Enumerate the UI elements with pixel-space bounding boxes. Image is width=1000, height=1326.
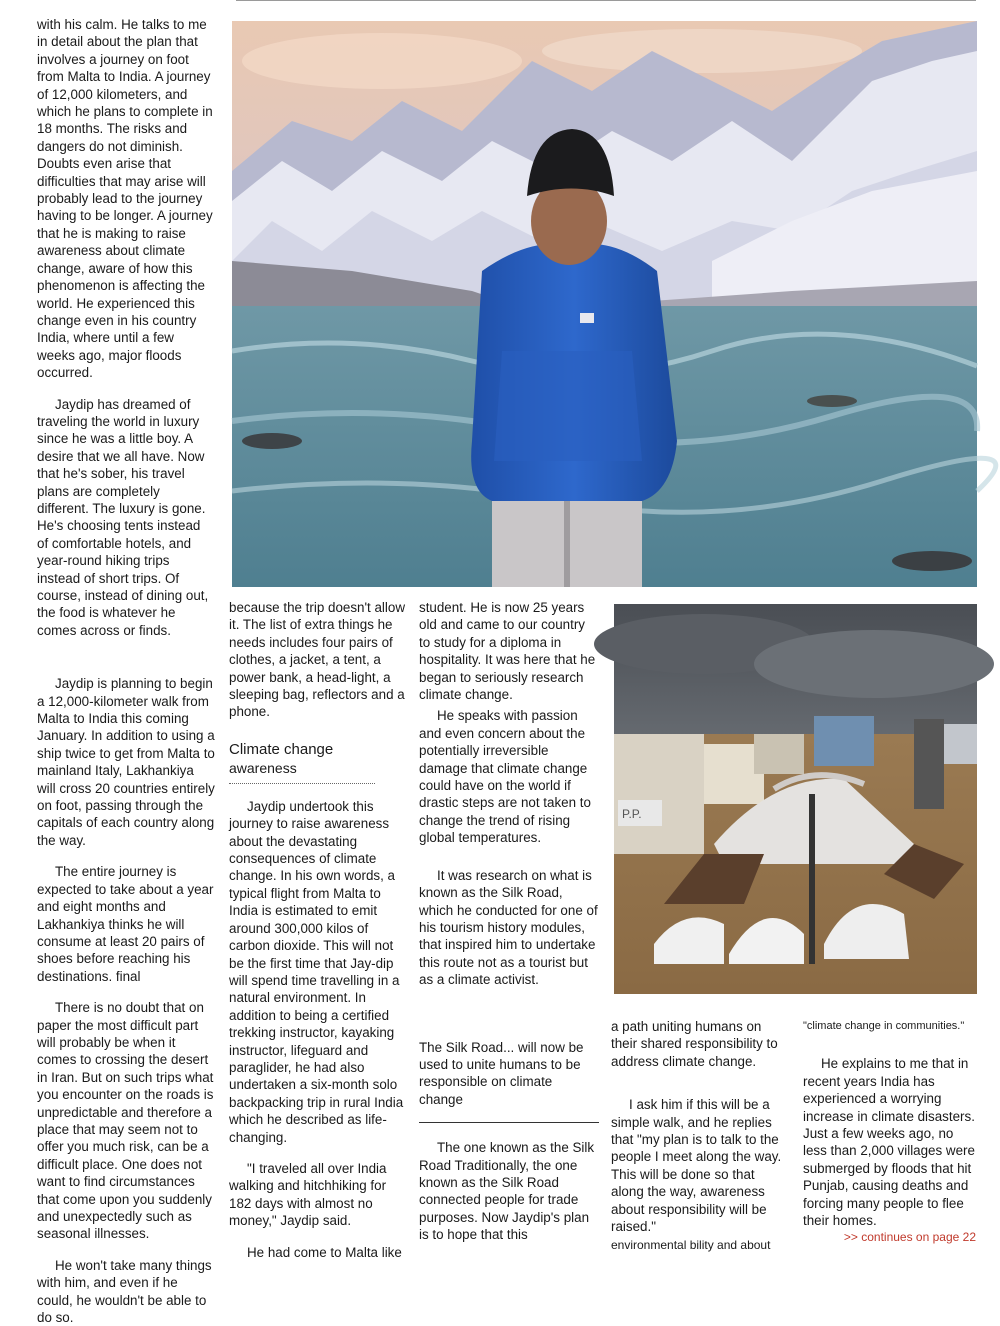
col1-paragraph-4: The entire journey is expected to take about a year and eight months and Lakhankiya thinks he will consume at least 20 pairs of shoes before reaching his destinations. final	[37, 864, 214, 984]
col1-paragraph-6: He won't take many things with him, and even if he could, he wouldn't be able to do so.	[37, 1257, 212, 1326]
flooded-town-photo	[614, 604, 977, 994]
heading-divider	[229, 783, 375, 784]
col2-paragraph-4: He had come to Malta like	[247, 1244, 402, 1260]
column-2	[229, 599, 407, 1260]
section-heading: Climate change	[229, 740, 334, 758]
col1-paragraph-5: There is no doubt that on paper the most difficult part will probably be when it comes to crossing the desert in Iran. But on such trips what you encounter on the roads is unpredictable and therefore a place that may seem not to offer you much risk, can be a difficult place. One does not want to find circumstances that come upon you suddenly and unexpectedly such as seasonal illnesses.	[37, 1000, 214, 1242]
col3-paragraph-4: The one known as the Silk Road Traditionally, the one known as the Silk Road connected people for trade purposes. Now Jaydip's plan is to hope that this	[419, 1140, 595, 1243]
col3-paragraph-3: It was research on what is known as the Silk Road, which he conducted for one of his tourism history modules, that inspired him to undertake this route not as a tourist but as a climate activist.	[419, 867, 598, 988]
col1-paragraph-3: Jaydip is planning to begin a 12,000-kilometer walk from Malta to India this coming January. In addition to using a ship twice to get from Malta to mainland Italy, Lakhankiya will cross 20 countries entirely on foot, passing through the capitals of each country along the way.	[37, 676, 215, 848]
column-3	[419, 599, 599, 1249]
pull-quote: The Silk Road... will now be used to unite humans to be responsible on climate change	[419, 1039, 584, 1107]
column-5	[803, 1018, 979, 1230]
pull-quote-divider	[419, 1122, 599, 1123]
col2-paragraph-1: because the trip doesn't allow it. The list of extra things he needs includes four pairs of clothes, a jacket, a tent, a power bank, a head-light, a sleeping bag, reflectors and a phone.	[229, 600, 406, 720]
mountain-river-photo	[232, 21, 977, 587]
column-4	[611, 1018, 791, 1253]
section-subheading: awareness	[229, 759, 297, 776]
col4-paragraph-3: environmental bility and about	[611, 1238, 771, 1253]
col1-paragraph-1: with his calm. He talks to me in detail about the plan that involves a journey on foot from Malta to India. A journey of 12,000 kilometers, and which he plans to complete in 18 months. The risks and dangers do not diminish. Doubts even arise that difficulties that may arise will probably lead to the journey having to be longer. A journey that he is making to raise awareness about climate change, aware of how this phenomenon is affecting the world. He experienced this change even in his country India, where until a few weeks ago, major floods occurred.	[37, 17, 213, 381]
col1-paragraph-2: Jaydip has dreamed of traveling the world in luxury since he was a little boy. A desire that we all have. Now that he's sober, his travel plans are completely different. The luxury is gone. He's choosing tents instead of comfortable hotels, and year-round hiking trips instead of short trips. Of course, instead of dining out, the food is whatever he comes across or finds.	[37, 396, 209, 638]
col5-paragraph-1: "climate change in communities."	[803, 1020, 965, 1032]
continuation-link[interactable]: >> continues on page 22	[843, 1230, 976, 1244]
col2-paragraph-2: Jaydip undertook this journey to raise awareness about the devastating consequences of climate change. In his own words, a typical flight from Malta to India is estimated to emit around 300,000 kilos of carbon dioxide. This will not be the first time that Jay-dip will spend time travelling in a natural environment. In addition to being a certified trekking instructor, kayaking instructor, lifeguard and paraglider, he had also undertaken a six-month solo backpacking trip in rural India which he described as life-changing.	[229, 798, 404, 1145]
column-1	[37, 16, 215, 1326]
building-sign-text: P.P.	[622, 807, 642, 821]
col5-paragraph-2: He explains to me that in recent years India has experienced a worrying increase in climate disasters. Just a few weeks ago, no less than 2,000 villages were submerged by floods that hit Punjab, causing deaths and forcing many people to flee their homes.	[803, 1056, 975, 1229]
top-rule	[236, 0, 976, 1]
col3-paragraph-2: He speaks with passion and even concern about the potentially irreversible damage that climate change could have on the world if drastic steps are not taken to change the trend of rising global temperatures.	[419, 708, 591, 846]
col3-paragraph-1: student. He is now 25 years old and came to our country to study for a diploma in hospitality. It was here that he began to seriously research climate change.	[419, 600, 596, 703]
col2-paragraph-3: "I traveled all over India walking and hitchhiking for 182 days with almost no money," Jaydip said.	[229, 1160, 387, 1229]
col4-paragraph-2: I ask him if this will be a simple walk, and he replies that "my plan is to talk to the people I meet along the way. This will be done so that along the way, awareness about responsibility will be raised."	[611, 1097, 782, 1235]
col4-paragraph-1: a path uniting humans on their shared responsibility to address climate change.	[611, 1019, 778, 1069]
